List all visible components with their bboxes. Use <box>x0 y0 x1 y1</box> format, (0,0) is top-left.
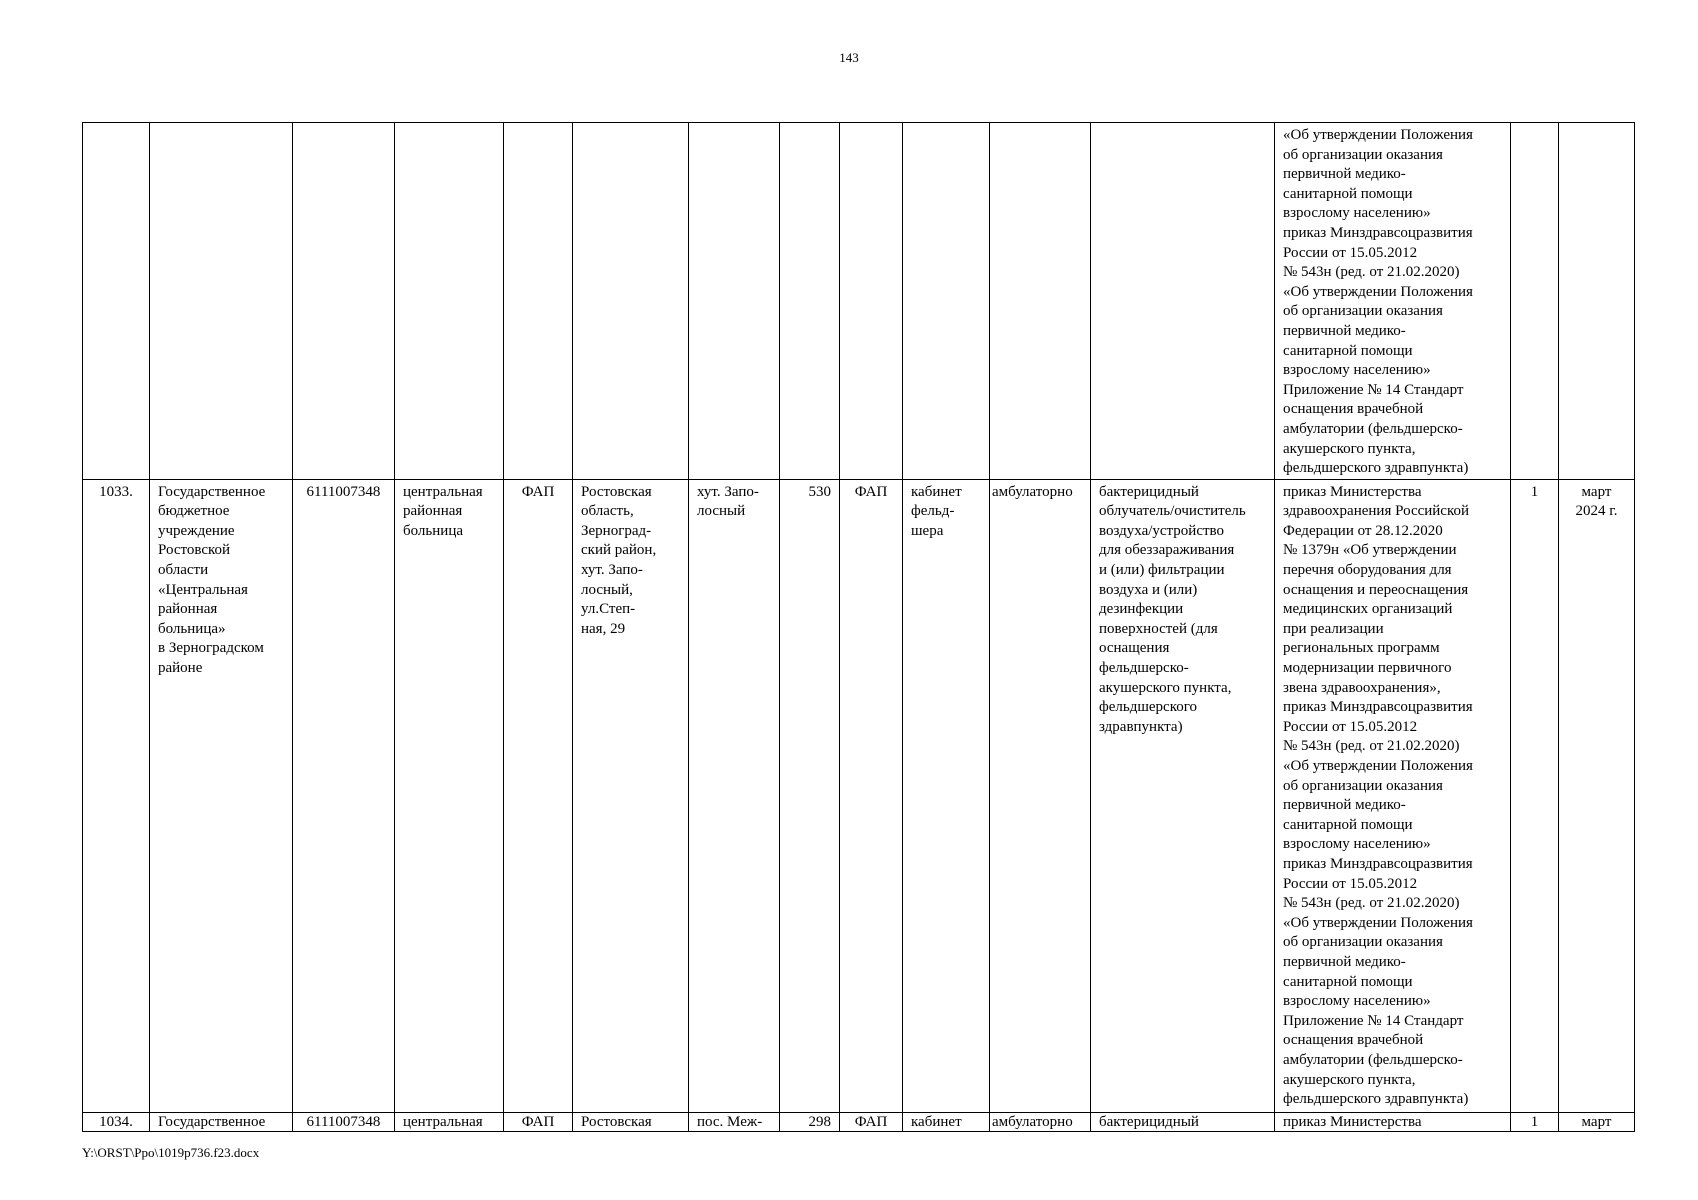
cell-legal-basis: «Об утверждении Положения об организации оказания первичной медико- санитарной помощи взрослому населению» приказ Минздравсоцразвития России от 15.05.2012 № 543н (ред. от 21.02.2020) «Об утверждении Положения об организации оказания первичной медико- санитарной помощи взрослому населению» Приложение № 14 Стандарт оснащения врачебной амбулатории (фельдшерско- акушерского пункта, фельдшерского здравпункта) <box>1275 123 1511 480</box>
cell-num: 1033. <box>83 479 150 1112</box>
cell-num: 1034. <box>83 1112 150 1131</box>
cell-legal-basis: приказ Министерства <box>1275 1112 1511 1131</box>
equipment-table <box>82 122 1635 1132</box>
footer-file-path: Y:\ORST\Ppo\1019p736.f23.docx <box>82 1145 260 1160</box>
cell-unit: ФАП <box>840 479 903 1112</box>
cell-care-form: амбулаторно <box>990 1112 1091 1131</box>
table-row-1034 <box>83 1112 1635 1131</box>
cell-org-type: центральная районная больница <box>395 479 504 1112</box>
cell-org: Государственное бюджетное учреждение Ростовской области «Центральная районная больница» в Зерноградском районе <box>150 479 293 1112</box>
cell-deadline <box>1559 123 1635 480</box>
cell-locality: хут. Запо- лосный <box>689 479 780 1112</box>
cell-population <box>780 123 840 480</box>
cell-room: кабинет <box>903 1112 990 1131</box>
cell-org-type <box>395 123 504 480</box>
cell-unit <box>840 123 903 480</box>
cell-address: Ростовская <box>573 1112 689 1131</box>
cell-population: 298 <box>780 1112 840 1131</box>
cell-room <box>903 123 990 480</box>
cell-quantity: 1 <box>1511 1112 1559 1131</box>
cell-inn: 6111007348 <box>293 1112 395 1131</box>
cell-unit-type: ФАП <box>504 1112 573 1131</box>
cell-inn: 6111007348 <box>293 479 395 1112</box>
cell-equipment <box>1091 479 1275 1112</box>
cell-population: 530 <box>780 479 840 1112</box>
cell-care-form: амбулаторно <box>990 479 1091 1112</box>
cell-inn <box>293 123 395 480</box>
page-number: 143 <box>839 50 859 65</box>
cell-unit-type: ФАП <box>504 479 573 1112</box>
equipment-rest: воздуха/устройство для обеззараживания и (или) фильтрации воздуха и (или) дезинфекции поверхностей (для оснащения фельдшерско- акушерского пункта, фельдшерского здравпункта) <box>1099 522 1235 735</box>
table-row-1033 <box>83 479 1635 1112</box>
cell-room: кабинет фельд- шера <box>903 479 990 1112</box>
cell-locality: пос. Меж- <box>689 1112 780 1131</box>
equipment-line-1: бактерицидный <box>1099 483 1199 500</box>
cell-quantity <box>1511 123 1559 480</box>
table-row-continuation <box>83 123 1635 480</box>
cell-locality <box>689 123 780 480</box>
cell-care-form <box>990 123 1091 480</box>
cell-quantity: 1 <box>1511 479 1559 1112</box>
equipment-line-2: облучатель/очиститель <box>1099 503 1246 520</box>
cell-org: Государственное <box>150 1112 293 1131</box>
cell-address <box>573 123 689 480</box>
cell-unit: ФАП <box>840 1112 903 1131</box>
cell-org-type: центральная <box>395 1112 504 1131</box>
cell-address: Ростовская область, Зерноград- ский район, хут. Запо- лосный, ул.Степ- ная, 29 <box>573 479 689 1112</box>
cell-deadline: март <box>1559 1112 1635 1131</box>
cell-legal-basis: приказ Министерства здравоохранения Российской Федерации от 28.12.2020 № 1379н «Об утверждении перечня оборудования для оснащения и переоснащения медицинских организаций при реализации региональных программ модернизации первичного звена здравоохранения», приказ Минздравсоцразвития России от 15.05.2012 № 543н (ред. от 21.02.2020) «Об утверждении Положения об организации оказания первичной медико- санитарной помощи взрослому населению» приказ Минздравсоцразвития России от 15.05.2012 № 543н (ред. от 21.02.2020) «Об утверждении Положения об организации оказания первичной медико- санитарной помощи взрослому населению» Приложение № 14 Стандарт оснащения врачебной амбулатории (фельдшерско- акушерского пункта, фельдшерского здравпункта) <box>1275 479 1511 1112</box>
cell-org <box>150 123 293 480</box>
cell-num <box>83 123 150 480</box>
cell-equipment: бактерицидный <box>1091 1112 1275 1131</box>
cell-deadline: март 2024 г. <box>1559 479 1635 1112</box>
cell-unit-type <box>504 123 573 480</box>
cell-equipment <box>1091 123 1275 480</box>
